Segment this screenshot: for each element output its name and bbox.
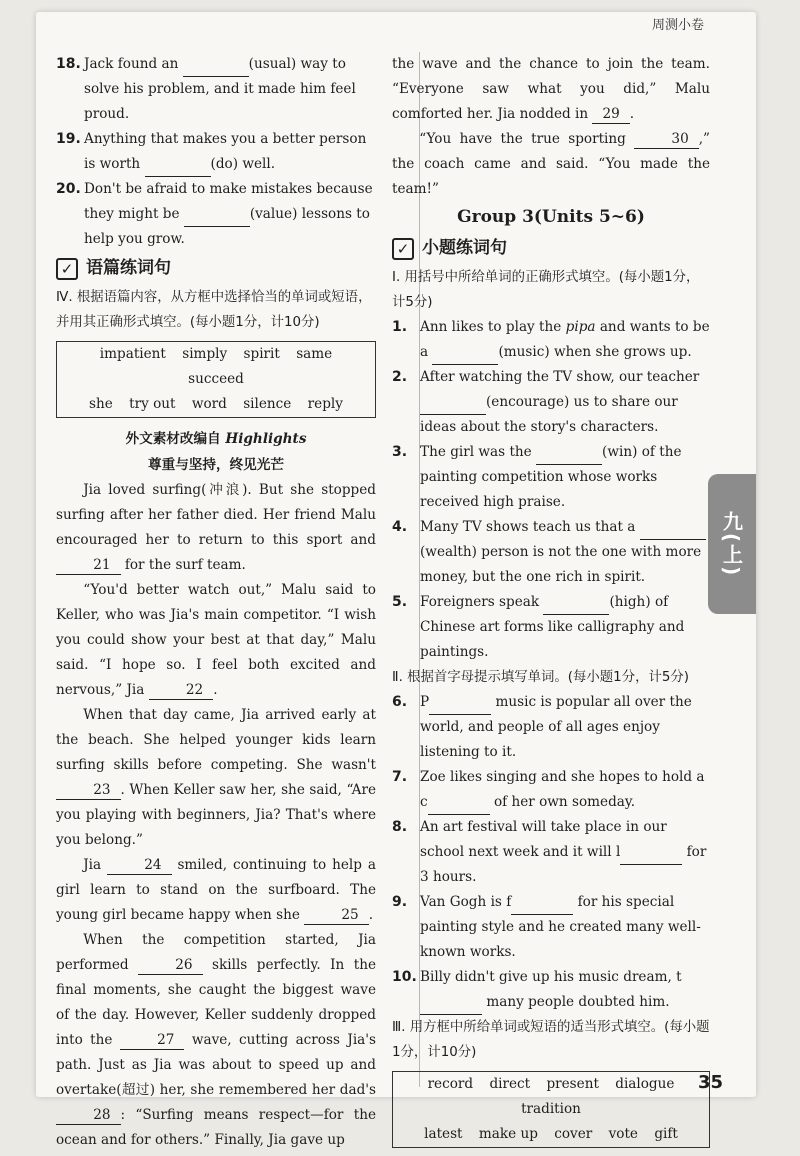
- word-option: record: [427, 1076, 474, 1092]
- answer-blank-7[interactable]: [428, 797, 490, 815]
- instruction-iii: Ⅲ. 用方框中所给单词或短语的适当形式填空。(每小题1分，计10分): [392, 1020, 710, 1060]
- word-option: simply: [182, 346, 228, 362]
- word-option: make up: [478, 1126, 538, 1142]
- section-heading-passage: ✓ 语篇练词句: [56, 256, 376, 281]
- question-6: 6. P music is popular all over the world, and people of all ages enjoy listening to it.: [392, 694, 692, 760]
- answer-blank-2[interactable]: [420, 397, 486, 415]
- question-9: 9. Van Gogh is f for his special painting style and he created many well-known works.: [392, 894, 701, 960]
- blank-23[interactable]: 23: [56, 781, 121, 800]
- word-option: gift: [654, 1126, 678, 1142]
- instruction-i: Ⅰ. 用括号中所给单词的正确形式填空。(每小题1分，计5分): [392, 270, 700, 310]
- word-option: same: [296, 346, 333, 362]
- question-3: 3. The girl was the (win) of the painting competition whose works received high praise.: [392, 444, 682, 510]
- word-box-right: [392, 1071, 710, 1148]
- passage-continuation-2: “You have the true sporting 30 ,” the coach came and said. “You made the team!”: [392, 131, 711, 197]
- question-8: 8. An art festival will take place in our school next week and it will l for 3 hours.: [392, 819, 707, 885]
- blank-21[interactable]: 21: [56, 556, 121, 575]
- passage-title: 尊重与坚持，终见光芒: [148, 457, 284, 473]
- question-5: 5. Foreigners speak (high) of Chinese art forms like calligraphy and paintings.: [392, 594, 685, 660]
- question-19: 19. Anything that makes you a better person is worth (do) well.: [56, 127, 376, 177]
- word-option: word: [191, 396, 227, 412]
- question-20: 20. Don't be afraid to make mistakes because they might be (value) lessons to help you grow.: [56, 181, 373, 247]
- blank-28[interactable]: 28: [56, 1106, 121, 1125]
- answer-blank-5[interactable]: [543, 597, 609, 615]
- passage-paragraph-2: “You'd better watch out,” Malu said to Keller, who was Jia's main competitor. “I wish you could show your best at that day,” Malu said. “I hope so. I feel both excited and nervous,” Jia 22 .: [56, 582, 376, 698]
- blank-22[interactable]: 22: [149, 681, 214, 700]
- answer-blank-8[interactable]: [620, 847, 682, 865]
- word-option: present: [546, 1076, 599, 1092]
- group-title: Group 3(Units 5~6): [457, 207, 645, 227]
- word-option: latest: [424, 1126, 463, 1142]
- word-option: silence: [243, 396, 292, 412]
- word-option: dialogue: [615, 1076, 675, 1092]
- passage-paragraph-1: Jia loved surfing(冲浪). But she stopped surfing after her father died. Her friend Malu encouraged her to return to this sport and 21 for the surf team.: [56, 482, 376, 573]
- right-column: [392, 52, 710, 1156]
- answer-blank-19[interactable]: [145, 159, 211, 177]
- word-option: she: [89, 396, 113, 412]
- answer-blank-3[interactable]: [536, 447, 602, 465]
- section-heading-words: ✓ 小题练词句: [392, 236, 710, 261]
- blank-29[interactable]: 29: [592, 105, 629, 124]
- answer-blank-20[interactable]: [184, 209, 250, 227]
- question-18: 18. Jack found an (usual) way to solve his problem, and it made him feel proud.: [56, 56, 356, 122]
- word-option: succeed: [188, 371, 244, 387]
- word-box-left: [56, 341, 376, 418]
- word-option: tradition: [521, 1101, 581, 1117]
- blank-26[interactable]: 26: [138, 956, 203, 975]
- header-label: 周测小卷: [652, 18, 705, 33]
- word-option: reply: [307, 396, 343, 412]
- question-4: 4. Many TV shows teach us that a (wealth) person is not the one with more money, but the one rich in spirit.: [392, 515, 710, 590]
- question-2: 2. After watching the TV show, our teacher (encourage) us to share our ideas about the story's characters.: [392, 369, 700, 435]
- passage-paragraph-5: When the competition started, Jia performed 26 skills perfectly. In the final moments, she caught the biggest wave of the day. However, Keller suddenly dropped into the 27 wave, cutting across Jia's path. Just as Jia was about to speed up and overtake(超过) her, she remembered her dad's 28 : “Surfing means respect—for the ocean and for others.” Finally, Jia gave up: [56, 932, 376, 1148]
- grade-tab: [708, 474, 756, 614]
- blank-25[interactable]: 25: [304, 906, 369, 925]
- answer-blank-18[interactable]: [183, 59, 249, 77]
- source-line: 外文素材改编自 Highlights: [125, 431, 307, 447]
- word-option: cover: [554, 1126, 593, 1142]
- blank-27[interactable]: 27: [120, 1031, 185, 1050]
- blank-24[interactable]: 24: [107, 856, 172, 875]
- question-1: 1. Ann likes to play the pipa and wants to be a (music) when she grows up.: [392, 315, 710, 365]
- passage-paragraph-3: When that day came, Jia arrived early at the beach. She helped younger kids learn surfing skills before competing. She wasn't 23 . When Keller saw her, she said, “Are you playing with beginners, Jia? That's where you belong.”: [56, 707, 376, 848]
- word-option: try out: [129, 396, 176, 412]
- page-number: 35: [698, 1072, 724, 1093]
- grade-tab-label: 九(上): [719, 510, 744, 578]
- checkmark-icon: ✓: [56, 258, 78, 280]
- instruction-iv: Ⅳ. 根据语篇内容，从方框中选择恰当的单词或短语，并用其正确形式填空。(每小题1分，计10分): [56, 290, 372, 330]
- passage-continuation-1: the wave and the chance to join the team. “Everyone saw what you did,” Malu comforted her. Jia nodded in 29 .: [392, 56, 710, 122]
- answer-blank-6[interactable]: [429, 697, 491, 715]
- word-option: spirit: [243, 346, 280, 362]
- question-7: 7. Zoe likes singing and she hopes to hold a c of her own someday.: [392, 765, 710, 815]
- checkmark-icon: ✓: [392, 238, 414, 260]
- answer-blank-9[interactable]: [511, 897, 573, 915]
- word-option: vote: [608, 1126, 638, 1142]
- word-option: impatient: [99, 346, 166, 362]
- answer-blank-10[interactable]: [420, 997, 482, 1015]
- passage-paragraph-4: Jia 24 smiled, continuing to help a girl learn to stand on the surfboard. The young girl became happy when she 25 .: [56, 857, 376, 923]
- answer-blank-1[interactable]: [432, 347, 498, 365]
- word-option: direct: [489, 1076, 531, 1092]
- blank-30[interactable]: 30: [634, 130, 699, 149]
- answer-blank-4[interactable]: [640, 522, 706, 540]
- instruction-ii: Ⅱ. 根据首字母提示填写单词。(每小题1分，计5分): [392, 670, 690, 685]
- question-10: 10. Billy didn't give up his music dream, t many people doubted him.: [392, 965, 710, 1015]
- left-column: [56, 52, 376, 1153]
